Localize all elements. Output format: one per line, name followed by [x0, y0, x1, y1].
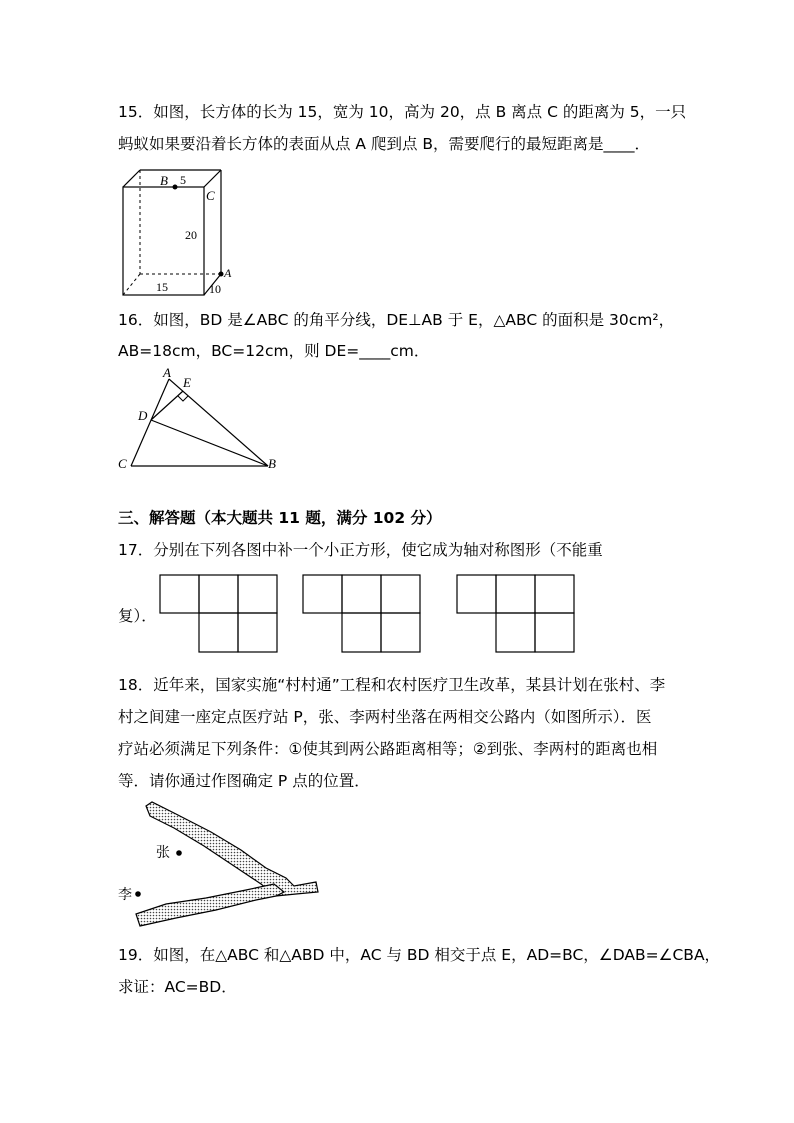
q17-line1: 17．分别在下列各图中补一个小正方形，使它成为轴对称图形（不能重: [118, 541, 603, 559]
roads-figure: [116, 800, 326, 935]
q18-line4: 等．请你通过作图确定 P 点的位置．: [118, 772, 370, 790]
label-zhang: 张: [156, 845, 170, 861]
q18-line2: 村之间建一座定点医疗站 P，张、李两村坐落在两相交公路内（如图所示）．医: [118, 708, 652, 726]
cuboid-figure: [118, 165, 238, 300]
label-b: B: [268, 456, 276, 471]
li-dot: [135, 891, 141, 897]
q18-line1: 18．近年来，国家实施“村村通”工程和农村医疗卫生改革，某县计划在张村、李: [118, 676, 666, 694]
grid-figure-1b: [158, 573, 282, 655]
q19-line1: 19．如图，在△ABC 和△ABD 中，AC 与 BD 相交于点 E，AD=BC，∠DAB=∠CBA，: [118, 946, 721, 964]
zhang-dot: [176, 850, 182, 856]
triangle-figure: [116, 364, 286, 472]
q19-line2: 求证：AC=BD．: [118, 978, 237, 996]
label-a: A: [224, 266, 232, 280]
q15-line2: 蚂蚁如果要沿着长方体的表面从点 A 爬到点 B，需要爬行的最短距离是____．: [118, 135, 651, 153]
label-b: B: [160, 173, 168, 188]
label-a: A: [163, 365, 171, 380]
label-c: C: [206, 188, 215, 203]
label-d: D: [138, 408, 148, 423]
road-lower: [136, 884, 284, 926]
label-c: C: [118, 456, 127, 471]
q18-line3: 疗站必须满足下列条件：①使其到两公路距离相等；②到张、李两村的距离也相: [118, 740, 658, 758]
section-heading: 三、解答题（本大题共 11 题，满分 102 分）: [118, 509, 442, 527]
road-upper: [146, 802, 318, 896]
grid-figure-2: [301, 573, 425, 655]
q15-line1: 15．如图，长方体的长为 15，宽为 10，高为 20，点 B 离点 C 的距离为 5，一只: [118, 103, 687, 121]
q17-line2: 复）．: [118, 607, 157, 625]
q16-line1: 16．如图，BD 是∠ABC 的角平分线，DE⊥AB 于 E，△ABC 的面积是 30cm²，: [118, 311, 675, 329]
label-20: 20: [185, 228, 197, 242]
label-15: 15: [156, 280, 168, 294]
label-10: 10: [209, 282, 221, 296]
q16-line2: AB=18cm，BC=12cm，则 DE=____cm．: [118, 342, 430, 360]
point-a-dot: [219, 272, 224, 277]
grid-figure-3: [455, 573, 579, 655]
label-5: 5: [180, 173, 186, 187]
label-e: E: [183, 375, 191, 390]
label-li: 李: [118, 887, 132, 903]
point-b-dot: [173, 185, 178, 190]
